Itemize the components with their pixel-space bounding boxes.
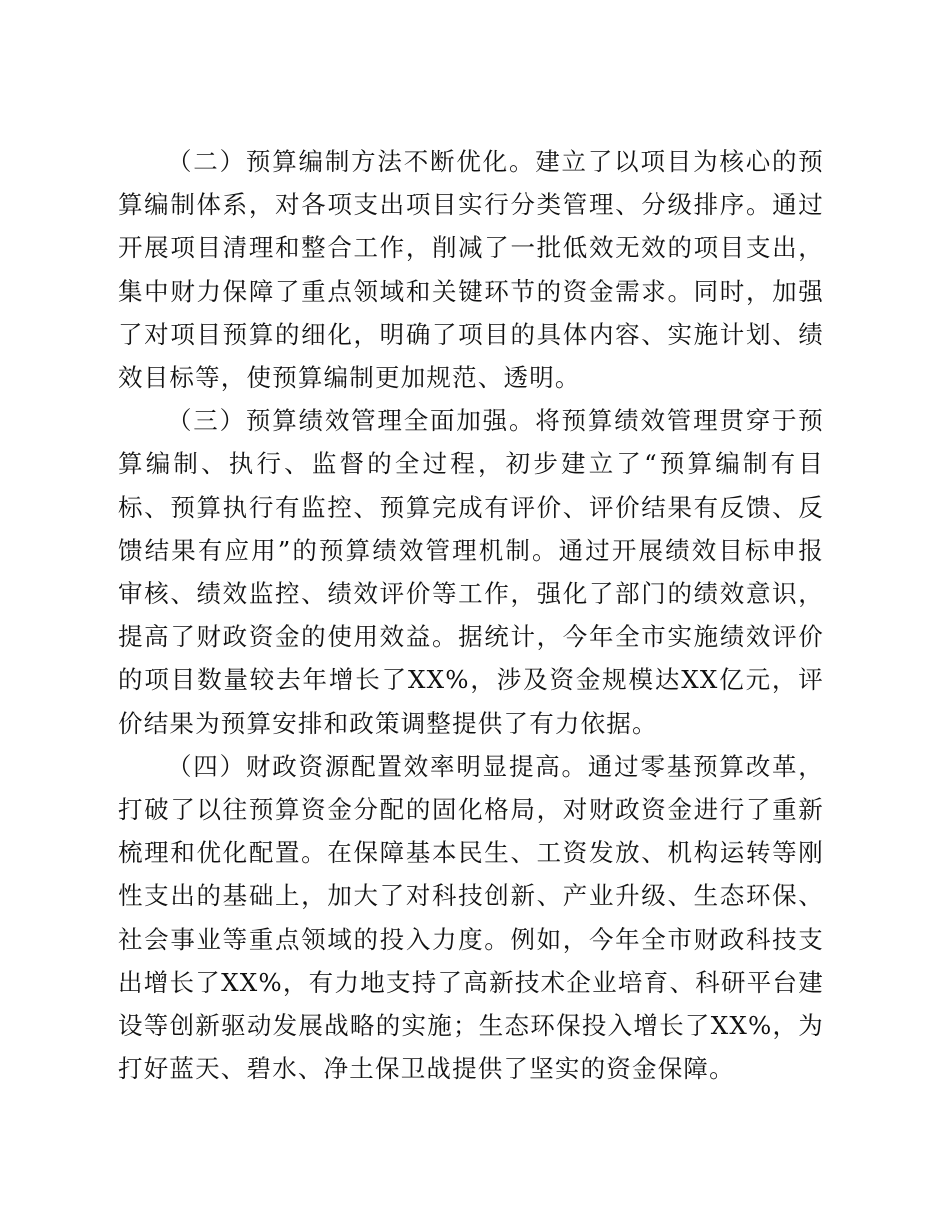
paragraph-performance-management: （三）预算绩效管理全面加强。将预算绩效管理贯穿于预算编制、执行、监督的全过程，初步建立了“预算编制有目标、预算执行有监控、预算完成有评价、评价结果有反馈、反馈结果有应用”的预算绩效管理机制。通过开展绩效目标申报审核、绩效监控、绩效评价等工作，强化了部门的绩效意识，提高了财政资金的使用效益。据统计，今年全市实施绩效评价的项目数量较去年增长了XX%，涉及资金规模达XX亿元，评价结果为预算安排和政策调整提供了有力依据。: [118, 406, 824, 738]
paragraph-resource-allocation: （四）财政资源配置效率明显提高。通过零基预算改革，打破了以往预算资金分配的固化格局，对财政资金进行了重新梳理和优化配置。在保障基本民生、工资发放、机构运转等刚性支出的基础上，加大了对科技创新、产业升级、生态环保、社会事业等重点领域的投入力度。例如，今年全市财政科技支出增长了XX%，有力地支持了高新技术企业培育、科研平台建设等创新驱动发展战略的实施；生态环保投入增长了XX%，为打好蓝天、碧水、净土保卫战提供了坚实的资金保障。: [118, 751, 824, 1084]
paragraph-budget-method: （二）预算编制方法不断优化。建立了以项目为核心的预算编制体系，对各项支出项目实行分类管理、分级排序。通过开展项目清理和整合工作，削减了一批低效无效的项目支出，集中财力保障了重点领域和关键环节的资金需求。同时，加强了对项目预算的细化，明确了项目的具体内容、实施计划、绩效目标等，使预算编制更加规范、透明。: [118, 147, 824, 393]
document-body: [118, 140, 824, 1090]
